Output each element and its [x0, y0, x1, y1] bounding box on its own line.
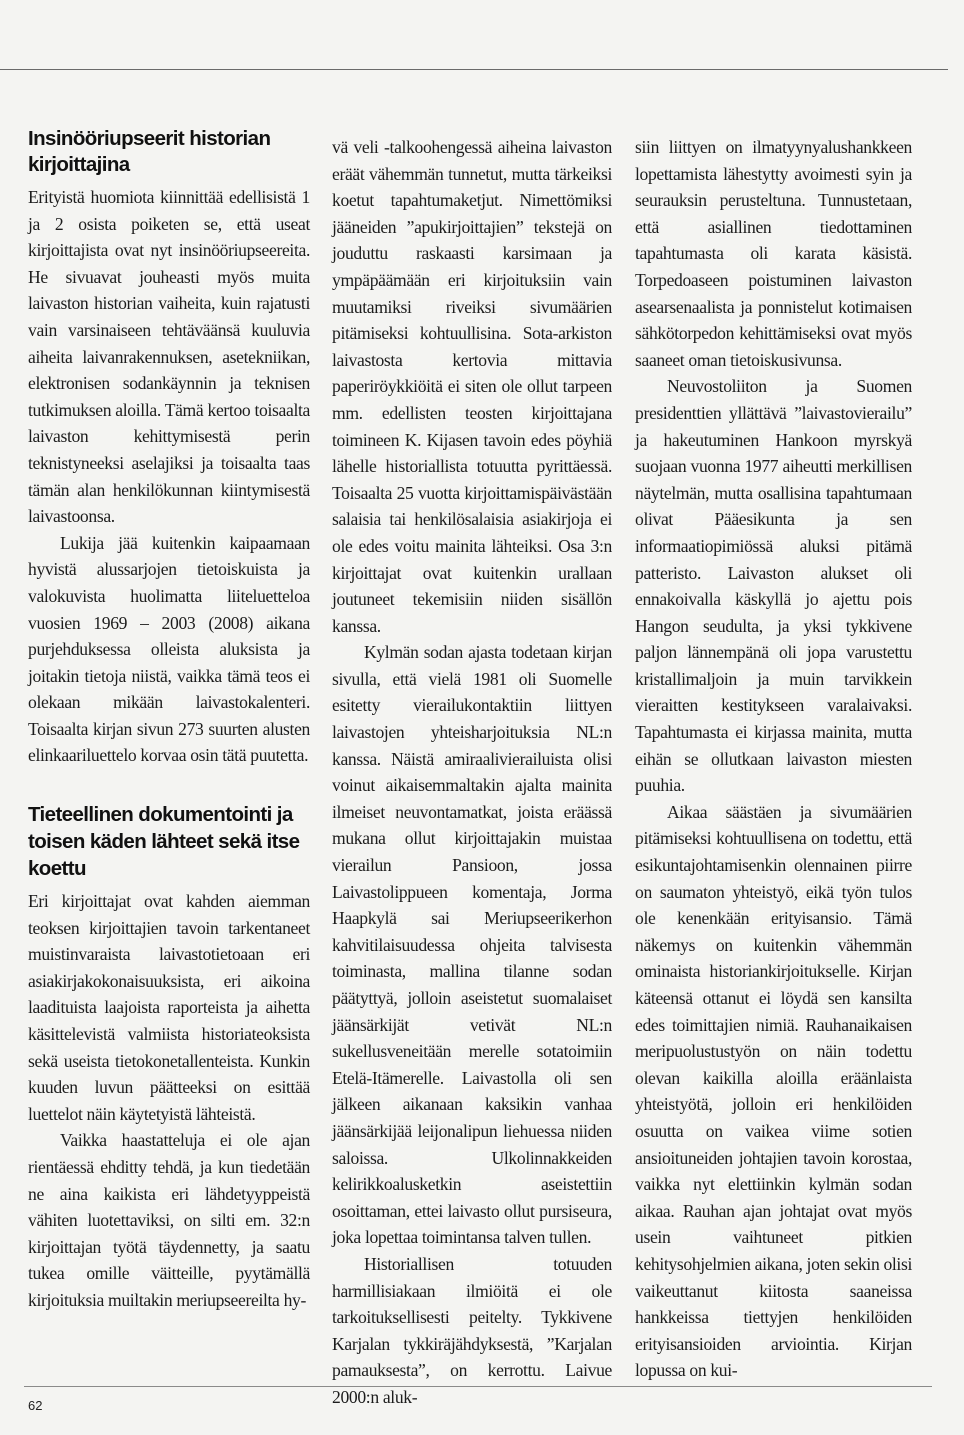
- column-2: [332, 134, 612, 1411]
- column-3: [635, 134, 912, 1384]
- column-1: [28, 126, 310, 1314]
- section-heading-1: Insinööriupseerit historian kirjoittajina: [28, 127, 271, 176]
- paragraph: siin liittyen on ilmatyynyalushankkeen lopettamista lähestytty avoimesti syin ja seurauksin perusteltuna. Tunnustetaan, että asiallinen tiedottaminen tapahtumasta oli karata käsistä. Torpedoaseen poistuminen laivaston asearsenaalista ja ponnistelut kotimaisen sähkötorpedon kehittämiseksi ovat myös saaneet oman tietoiskusivunsa.: [635, 137, 912, 370]
- top-rule: [0, 69, 948, 70]
- page-number: 62: [28, 1398, 43, 1413]
- bottom-rule: [24, 1386, 932, 1387]
- paragraph: Eri kirjoittajat ovat kahden aiemman teoksen kirjoittajien tavoin tarkentaneet muistinvaraista laivastotietoaan eri asiakirjakokonaisuuksista, eri aikoina laadituista laajoista raporteista ja aihetta käsittelevistä valmiista historiateoksista sekä useista tietokonetallenteista. Kunkin kuuden luvun päätteeksi on esittää luettelot näin käytetyistä lähteistä.: [28, 891, 310, 1124]
- paragraph: Neuvostoliiton ja Suomen presidenttien yllättävä ”laivastovierailu” ja hakeutuminen Hankoon myrskyä suojaan vuonna 1977 aiheutti merkillisen näytelmän, mutta osallisina tapahtumaan olivat Pääesikunta ja sen informaatiopimiössä aluksi pitämä patteristo. Laivaston alukset oli ennakoivalla käskyllä jo ajettu pois Hangon seudulta, ja yksi tykkivene paljon lännempänä oli jopa varustettu kristallimaljoin ja muin tarvikkein vieraitten kestitykseen varalaivaksi. Tapahtumasta ei kirjassa mainita, mutta eihän se ollutkaan laivaston miesten puuhia.: [635, 376, 912, 796]
- section-heading-2: Tieteellinen dokumentointi ja toisen käden lähteet sekä itse koettu: [28, 803, 300, 881]
- paragraph: Vaikka haastatteluja ei ole ajan rientäessä ehditty tehdä, ja kun tiedetään ne aina kaikista eri lähdetyyppeistä vähiten luotettaviksi, on silti em. 32:n kirjoittajan työtä täydennetty, ja saatu tukea omille väitteille, pyytämällä kirjoituksia muiltakin meriupseereilta hy-: [28, 1130, 310, 1310]
- paragraph: Lukija jää kuitenkin kaipaamaan hyvistä alussarjojen tietoiskuista ja valokuvista huolimatta liiteluetteloa vuosien 1969 – 2003 (2008) aikana purjehduksessa olleista aluksista ja joitakin tietoja niistä, vaikka tämä teos ei olekaan mikään laivastokalenteri. Toisaalta kirjan sivun 273 suurten alusten elinkaariluettelo korvaa osin tätä puutetta.: [28, 532, 310, 766]
- paragraph: vä veli -talkoohengessä aiheina laivaston eräät vähemmän tunnetut, mutta tärkeiksi koetut tapahtumaketjut. Nimettömiksi jääneiden ”apukirjoittajien” tekstejä on jouduttu raskaasti karsimaan ja ympäpäämään eri kirjoituksiin vain muutamiksi riveiksi sivumäärien pitämiseksi kohtuullisina. Sota-arkiston laivastosta kertovia mittavia paperiröykkiöitä ei siten ole ollut tarpeen mm. edellisten teosten kirjoittajana toimineen K. Kijasen tavoin edes pöyhiä lähelle historiallista totuutta pyrittäessä. Toisaalta 25 vuotta kirjoittamispäivästään salaisia tai henkilösalaisia asiakirjoja ei ole edes voitu mainita lähteiksi. Osa 3:n kirjoittajat ovat kuitenkin urallaan joutuneet tekemisiin niiden sisällön kanssa.: [332, 137, 612, 636]
- paragraph: Historiallisen totuuden harmillisiakaan ilmiöitä ei ole tarkoituksellisesti peitelty. Tykkivene Karjalan tykkiräjähdyksestä, ”Karjalan pamauksesta”, on kerrottu. Laivue 2000:n aluk-: [332, 1253, 612, 1407]
- paragraph: Erityistä huomiota kiinnittää edellisistä 1 ja 2 osista poiketen se, että useat kirjoittajista ovat nyt insinööriupseereita. He sivuavat jouheasti myös muita laivaston historian vaiheita, kuin rajatusti vain varsinaiseen tehtäväänsä kuuluvia aiheita laivanrakennuksen, asetekniikan, elektronisen sodankäynnin ja teknisen tutkimuksen aloilla. Tämä kertoo toisaalta laivaston kehittymisestä perin teknistyneeksi aselajiksi ja toisaalta taas tämän alan henkilökunnan kiintymisestä laivastoonsa.: [28, 187, 310, 527]
- paragraph: Aikaa säästäen ja sivumäärien pitämiseksi kohtuullisena on todettu, että esikuntajohtamisenkin olennainen piirre on saumaton yhteistyö, eikä työn tulos ole kenenkään erityisansio. Tämä näkemys on kuitenkin vähemmän ominaista historiankirjoitukselle. Kirjan käteensä ottanut ei löydä sen kansilta edes toimittajien nimiä. Rauhanaikaisen meripuolustustyön on näin todettu olevan kaikilla aloilla eräänlaista yhteistyötä, jolloin eri henkilöiden osuutta on vaikea viime sotien ansioituneiden johtajien tavoin korostaa, vaikka nyt elettiinkin kylmän sodan aikaa. Rauhan ajan johtajat ovat myös usein vaihtuneet pitkien kehitysohjelmien aikana, joten sekin olisi vaikeuttanut kiitosta saaneissa hankkeissa tiettyjen henkilöiden erityisansioiden arviointia. Kirjan lopussa on kui-: [635, 801, 913, 1381]
- paragraph: Kylmän sodan ajasta todetaan kirjan sivulla, että vielä 1981 oli Suomelle esitetty vierailukontaktiin liittyen laivastojen yhteisharjoituksia NL:n kanssa. Näistä amiraalivierailuista olisi voinut aikaisemmaltakin ajalta mainita ilmeiset neuvontamatkat, joista eräässä mukana ollut kirjoittajakin muistaa vierailun Pansioon, jossa Laivastolippueen komentaja, Jorma Haapkylä sai Meriupseerikerhon kahvitilaisuudessa ohjeita talvisesta toiminasta, mallina tilanne sodan päätyttyä, jolloin aseistetut suomalaiset jäänsärkijät vetivät NL:n sukellusveneitään merelle sotatoimiin Etelä-Itämerelle. Laivastolla oli sen jälkeen aikanaan kaksikin vanhaa jäänsärkijää leijonalipun liehuessa niiden saloissa. Ulkolinnakkeiden kelirikkoalusketkin aseistettiin osoittaman, ettei laivasto ollut pursiseura, joka lopettaa toimintansa talven tullen.: [332, 642, 612, 1248]
